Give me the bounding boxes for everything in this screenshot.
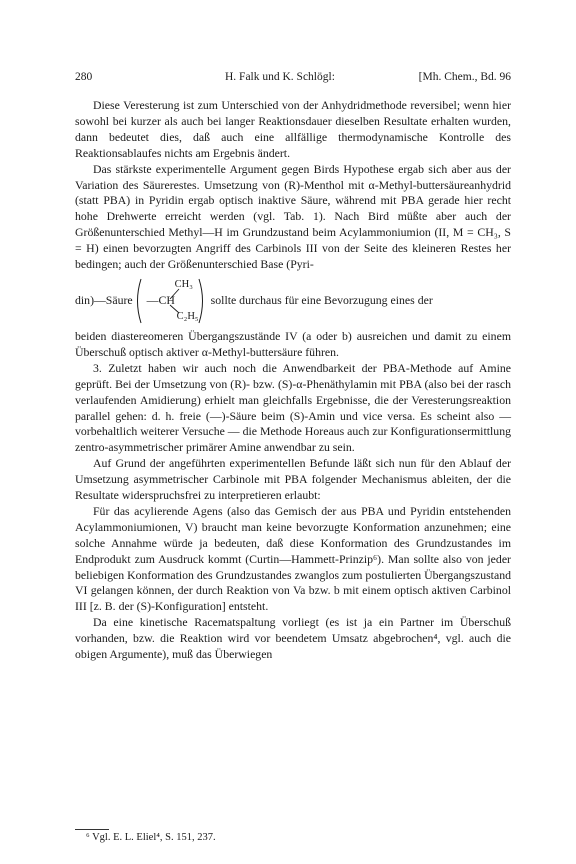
footnote-rule [75, 829, 109, 830]
running-header [75, 71, 511, 87]
footnote: ⁶ Vgl. E. L. Eliel⁴, S. 151, 237. [86, 832, 216, 843]
structural-formula-line [75, 273, 511, 329]
body-text [75, 98, 511, 663]
running-journal: [Mh. Chem., Bd. 96 [418, 71, 511, 83]
butyl-group-formula [133, 275, 207, 327]
paragraph: Auf Grund der angeführten experimentellen Befunde läßt sich nun für den Ablauf der Umsetzung asymmetrischer Carbinole mit PBA folgender Mechanismus ableiten, der die Resultate widerspruchsfrei zu interpretieren erlaubt: [75, 456, 511, 503]
formula-left-text: din)—Säure [75, 293, 133, 308]
paragraph: Das stärkste experimentelle Argument gegen Birds Hypothese ergab sich aber aus der Variation des Säurerestes. Umsetzung von (R)-Menthol mit α-Methyl-buttersäureanhydrid (statt PBA) in Pyridin ergab optisch inaktive Säure, während mit PBA gerade hier recht hohe Drehwerte erreicht werden (vgl. Tab. 1). Nach Bird müßte aber auch der Größenunterschied Methyl—H im Grundzustand beim Acylammoniumion (II, M = CH₃, S = H) einen bevorzugten Angriff des Carbinols III von der Seite des kleineren Restes her bedingen; auch der Größenunterschied Base (Pyri- [75, 161, 511, 272]
formula-ch: —CH [146, 292, 175, 307]
paragraph: beiden diastereomeren Übergangszustände IV (a oder b) ausreichen und damit zu einem Überschuß optisch aktiver α-Methyl-buttersäure führen. [75, 328, 511, 359]
paragraph: Diese Veresterung ist zum Unterschied von der Anhydridmethode reversibel; wenn hier sowohl bei kurzer als auch bei langer Reaktionsdauer dieselben Resultate erhalten wurden, dann bedeutet dies, daß auch eine allfällige thermodynamische Kontrolle des Reaktionsablaufes nichts am Ergebnis ändert. [75, 98, 511, 160]
page-number: 280 [75, 71, 93, 83]
paragraph: 3. Zuletzt haben wir auch noch die Anwendbarkeit der PBA-Methode auf Amine geprüft. Bei der Umsetzung von (R)- bzw. (S)-α-Phenäthylamin mit PBA (also bei der rasch verlaufenden Amidierung) erhielt man gleichfalls Ergebnisse, die der Veresterungsreaktion parallel gehen: d. h. freie (—)-Säure beim (S)-Amin und vice versa. Es scheint also — vorbehaltlich weiterer Versuche — die Methode Horeaus auch zur Konfigurationsermittlung zentro-asymmetrischer primärer Amine anwendbar zu sein. [75, 360, 511, 455]
paragraph: Für das acylierende Agens (also das Gemisch der aus PBA und Pyridin entstehenden Acylammoniumionen, V) braucht man keine bevorzugte Konformation anzunehmen; eine solche Annahme würde ja bedeuten, daß diese Konformation des Grundzustandes im Endprodukt zum Ausdruck kommt (Curtin—Hammett-Prinzip⁶). Man sollte also von jeder beliebigen Konformation des Grundzustandes zwanglos zum postulierten Übergangszustand VI gelangen können, der durch Reaktion von Va bzw. b mit einem optisch aktiven Carbinol III [z. B. der (S)-Konfiguration] entsteht. [75, 503, 511, 614]
formula-right-text: sollte durchaus für eine Bevorzugung eines der [210, 293, 433, 308]
running-authors: H. Falk und K. Schlögl: [225, 71, 335, 83]
formula-c2h5: C₂H₅ [176, 310, 199, 322]
formula-ch3: CH₃ [174, 278, 193, 290]
paragraph: Da eine kinetische Racematspaltung vorliegt (es ist ja ein Partner im Überschuß vorhanden, bzw. die Reaktion wird vor beendetem Umsatz abgebrochen⁴, vgl. auch die obigen Argumente), muß das Überwiegen [75, 615, 511, 662]
